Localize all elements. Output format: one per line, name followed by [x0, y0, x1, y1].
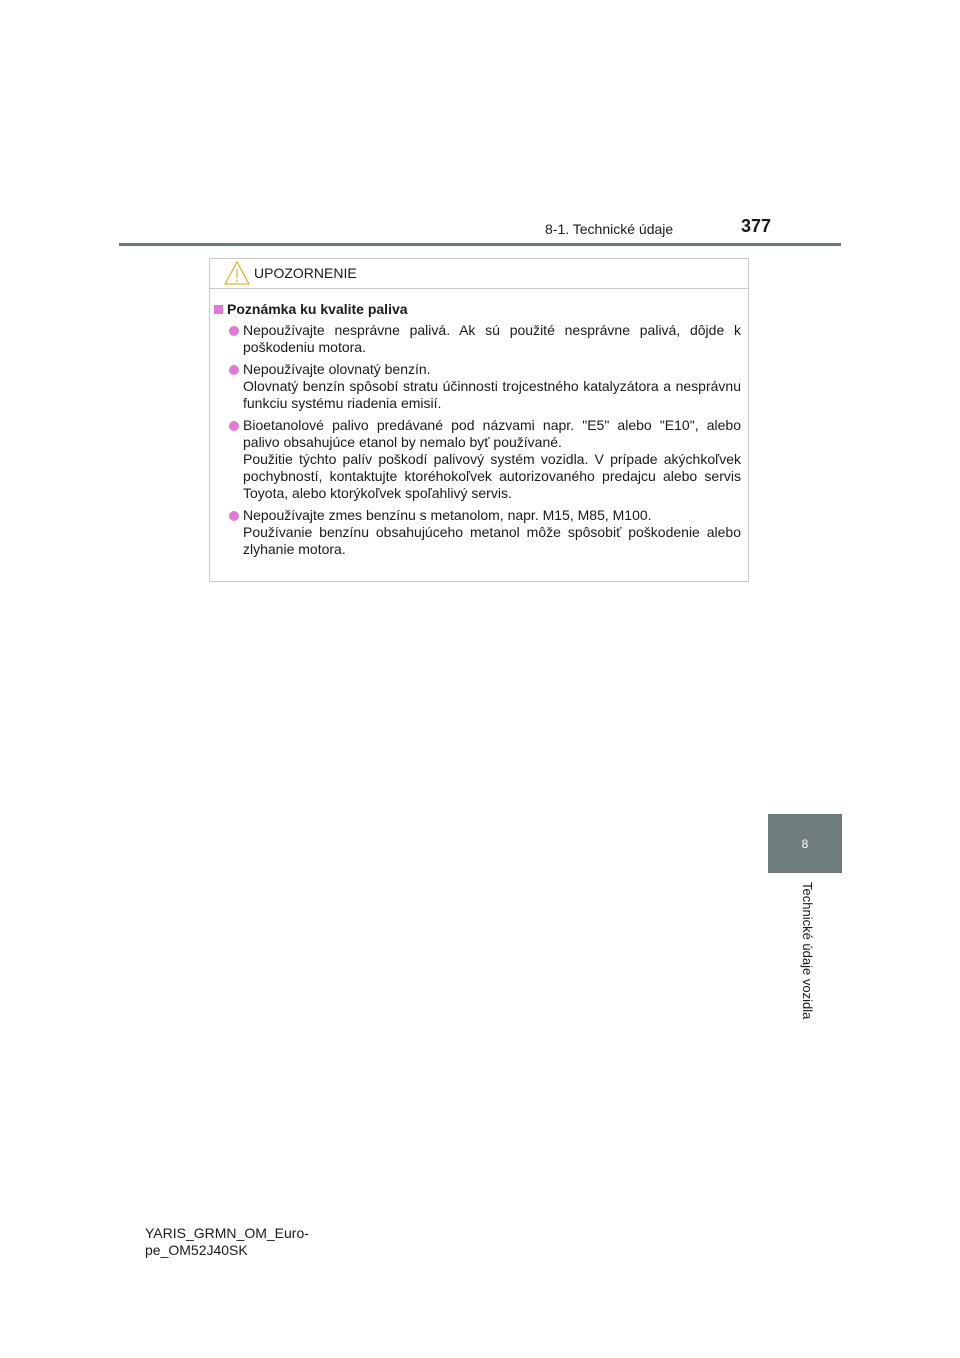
bullet-dot-icon [229, 365, 239, 375]
bullet-text: Nepoužívajte nesprávne palivá. Ak sú použité nesprávne palivá, dôjde k poškodeniu motora. [243, 322, 741, 355]
bullet-item [214, 322, 741, 356]
warning-triangle-icon [224, 261, 250, 290]
bullet-text: Olovnatý benzín spôsobí stratu účinnosti trojcestného katalyzátora a nesprávnu funkciu systému riadenia emisií. [243, 378, 741, 411]
footer-document-id [145, 1225, 309, 1259]
chapter-side-label: Technické údaje vozidla [800, 882, 815, 1020]
bullet-item [214, 507, 741, 558]
bullet-text: Používanie benzínu obsahujúceho metanol môže spôsobiť poškodenie alebo zlyhanie motora. [243, 524, 741, 557]
header-section-title: 8-1. Technické údaje [545, 221, 674, 237]
bullet-item [214, 417, 741, 502]
caution-header [210, 259, 748, 289]
square-bullet-icon [214, 305, 223, 314]
section-heading-text: Poznámka ku kvalite paliva [227, 301, 408, 317]
footer-line: YARIS_GRMN_OM_Euro- [145, 1225, 309, 1241]
caution-body [210, 289, 748, 558]
section-heading [214, 301, 741, 317]
chapter-number: 8 [801, 836, 809, 851]
bullet-text: Nepoužívajte zmes benzínu s metanolom, napr. M15, M85, M100. [243, 507, 652, 523]
bullet-item [214, 361, 741, 412]
caution-title: UPOZORNENIE [254, 265, 357, 281]
page-number: 377 [741, 216, 772, 236]
chapter-tab [768, 814, 842, 873]
bullet-dot-icon [229, 326, 239, 336]
bullet-text: Bioetanolové palivo predávané pod názvami napr. "E5" alebo "E10", alebo palivo obsahujúce etanol by nemalo byť používané. [243, 417, 741, 450]
header-rule [119, 243, 841, 246]
footer-line: pe_OM52J40SK [145, 1242, 248, 1258]
bullet-dot-icon [229, 511, 239, 521]
caution-box [209, 258, 749, 582]
bullet-text: Použitie týchto palív poškodí palivový systém vozidla. V prípade akýchkoľvek pochybností, kontaktujte ktoréhokoľvek autorizovaného predajcu alebo servis Toyota, alebo ktorýkoľvek spoľahlivý servis. [243, 451, 741, 501]
bullet-text: Nepoužívajte olovnatý benzín. [243, 361, 431, 377]
bullet-dot-icon [229, 421, 239, 431]
